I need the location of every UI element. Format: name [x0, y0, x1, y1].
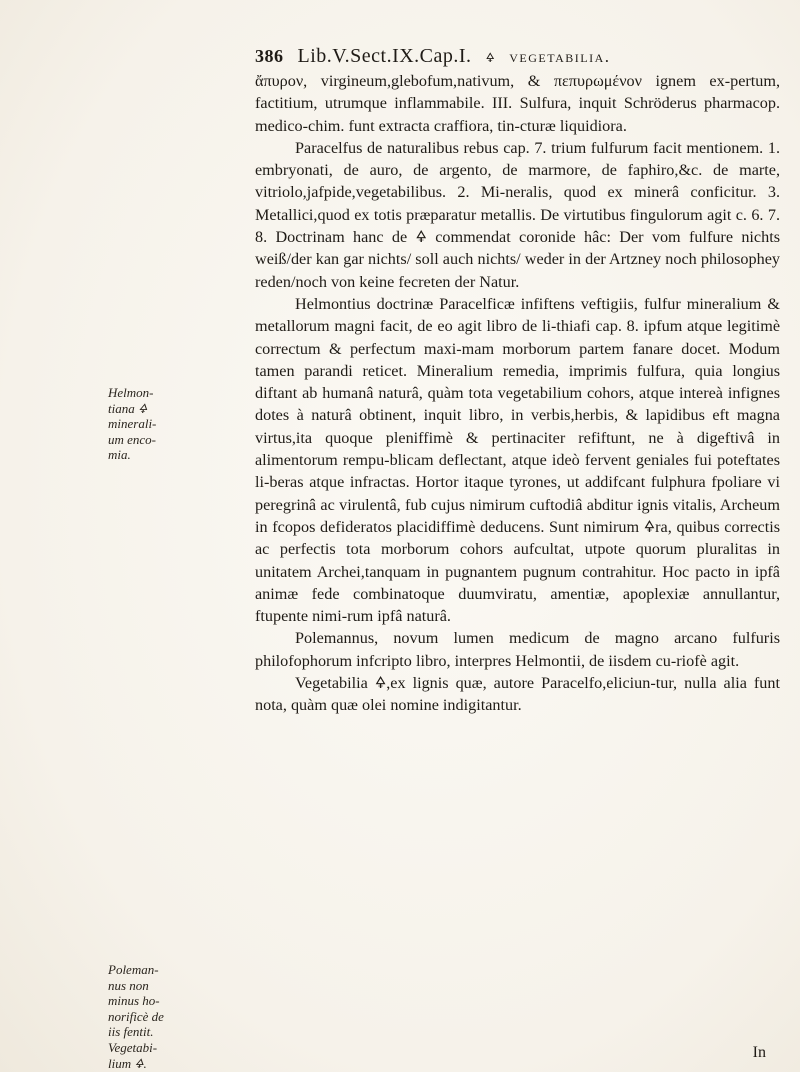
margin-note-helmontius: Helmon- tiana 🜍 minerali- um enco- mia. — [108, 385, 157, 462]
page-header — [255, 44, 775, 70]
paragraph-3: Helmontius doctrinæ Paracelficæ infiftens veftigiis, fulfur mineralium & metallorum magni facit, de eo agit libro de li-thiafi cap. 8. ipfum atque legitimè correctum & perfectum maxi-mam morborum partem fanare docet. Modum tamen parandi reticet. Mineralium remedia, imprimis fulfura, quia longius diftant ab humanâ naturâ, quàm tota vegetabilium cohors, atque intereà infignes dotes à naturâ obtinent, inquit libro, in verbis,herbis, & lapidibus eft magna virtus,ita quoque pleniffimè & pertinaciter refiftunt, ne à digeftivâ in alimentorum rempu-blicam deflectant, atque ideò fervent geniales fui poteftates li-beras atque infractas. Hortor itaque tyrones, ut addifcant fulphura fpoliare vi peregrinâ ac virulentâ, fub cujus nimirum cuftodiâ abditur ignis vitalis, Archeum in fcopos defideratos placidiffimè deducens. Sunt nimirum 🜍ra, quibus correctis ac perfectis tota morborum cohors aufcultat, utpote quorum pluralitas in unitatem Archei,tanquam in pugnantem pugnum contrahitur. Hoc pacto in ipfâ animæ fede combinatoque duumviratu, amentiæ, apoplexiæ annullantur, ftupente nimi-rum ipfâ naturâ. — [255, 294, 780, 626]
margin-note-polemannus: Poleman- nus non minus ho- norificè de iis fentit. — [108, 962, 164, 1039]
running-head-topic: vegetabilia. — [509, 47, 611, 66]
paragraph-4: Polemannus, novum lumen medicum de magno arcano fulfuris philofophorum infcripto libro, interpres Helmontii, de iisdem cu-riofè agit. — [255, 629, 780, 670]
sulfur-symbol-icon: 🜍 — [485, 51, 496, 66]
paragraph-5: Vegetabilia 🜍,ex lignis quæ, autore Paracelfo,eliciun-tur, nulla alia funt nota, quàm quæ olei nomine indigitantur. — [255, 674, 780, 715]
running-head-section: Lib.V.Sect.IX.Cap.I. — [297, 45, 472, 67]
page-number: 386 — [255, 46, 284, 66]
paragraph-1: ἄπυρον, virgineum,glebofum,nativum, & πεπυρωμένον ignem ex-pertum, factitium, utrumque inflammabile. III. Sulfura, inquit Schröderus pharmacop. medico-chim. funt extracta craffiora, tin-cturæ liquidiora. — [255, 72, 780, 135]
paragraph-2: Paracelfus de naturalibus rebus cap. 7. trium fulfurum facit mentionem. 1. embryonati, de auro, de argento, de marmore, de faphiro,&c. de marte, vitriolo,jafpide,vegetabilibus. 2. Mi-neralis, quod ex minerâ conficitur. 3. Metallici,quod ex totis præparatur metallis. De virtutibus fingulorum agit c. 6. 7. 8. Doctrinam hanc de 🜍 commendat coronide hâc: Der vom fulfure nichts weiß/der kan gar nichts/ soll auch nichts/ weder in der Artzney noch philosophey reden/noch von keine fecreten der Natur. — [255, 138, 780, 291]
catchword: In — [752, 1044, 766, 1061]
main-text — [255, 70, 780, 717]
margin-note-vegetabilium: Vegetabi- lium 🜍. — [108, 1040, 158, 1071]
